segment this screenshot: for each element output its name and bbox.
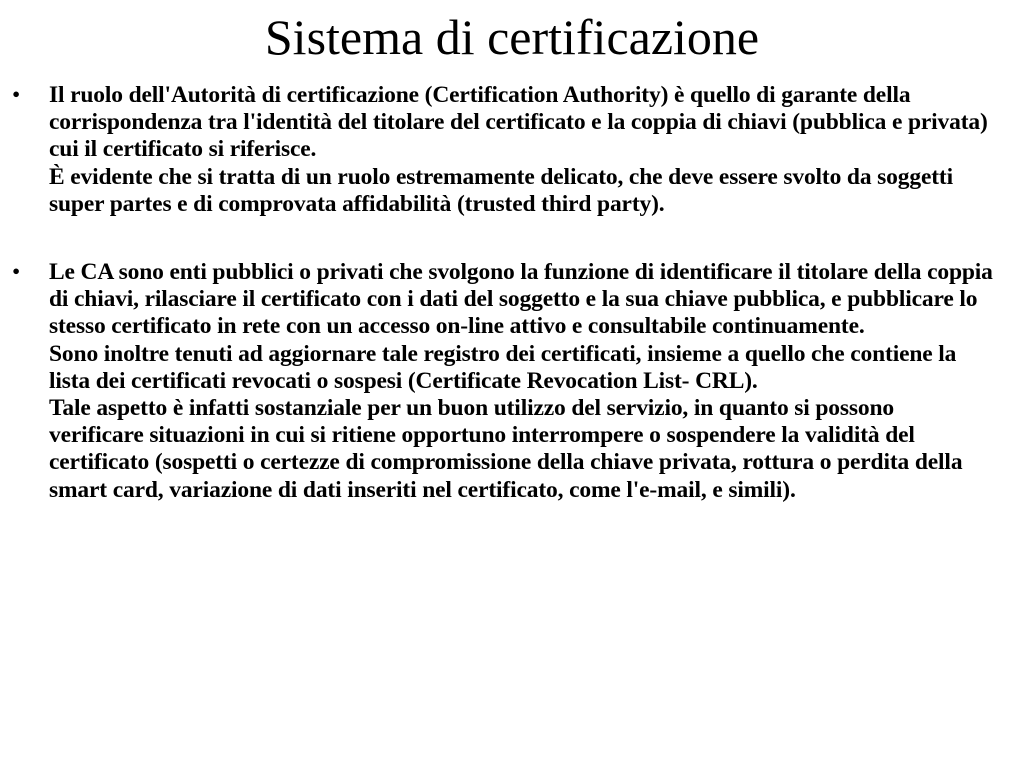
- bullet-paragraph: Le CA sono enti pubblici o privati che svolgono la funzione di identificare il titolare della coppia di chiavi, rilasciare il certificato con i dati del soggetto e la sua chiave pubblica, e pubblicare lo stesso certificato in rete con un accesso on-line attivo e consultabile continuamente.: [49, 259, 993, 340]
- bullet-dot-icon: •: [12, 259, 21, 286]
- bullet-paragraph: Tale aspetto è infatti sostanziale per un buon utilizzo del servizio, in quanto si possono verificare situazioni in cui si ritiene opportuno interrompere o sospendere la validità del certificato (sospetti o certezze di compromissione della chiave privata, rottura o perdita della smart card, variazione di dati inseriti nel certificato, come l'e-mail, e simili).: [49, 395, 963, 503]
- bullet-paragraph: Sono inoltre tenuti ad aggiornare tale registro dei certificati, insieme a quello che contiene la lista dei certificati revocati o sospesi (Certificate Revocation List- CRL).: [49, 340, 957, 394]
- slide-title: Sistema di certificazione: [264, 9, 760, 65]
- bullet-dot-icon: •: [12, 82, 21, 108]
- bullet-paragraph: È evidente che si tratta di un ruolo estremamente delicato, che deve essere svolto da soggetti super partes e di comprovata affidabilità (trusted third party).: [49, 163, 953, 217]
- bullet-item: [0, 259, 1024, 504]
- bullet-item: [0, 82, 1024, 218]
- bullet-paragraph: Il ruolo dell'Autorità di certificazione (Certification Authority) è quello di garante della corrispondenza tra l'identità del titolare del certificato e la coppia di chiavi (pubblica e privata) cui il certificato si riferisce.: [49, 82, 988, 163]
- bullet-list: [0, 82, 1024, 504]
